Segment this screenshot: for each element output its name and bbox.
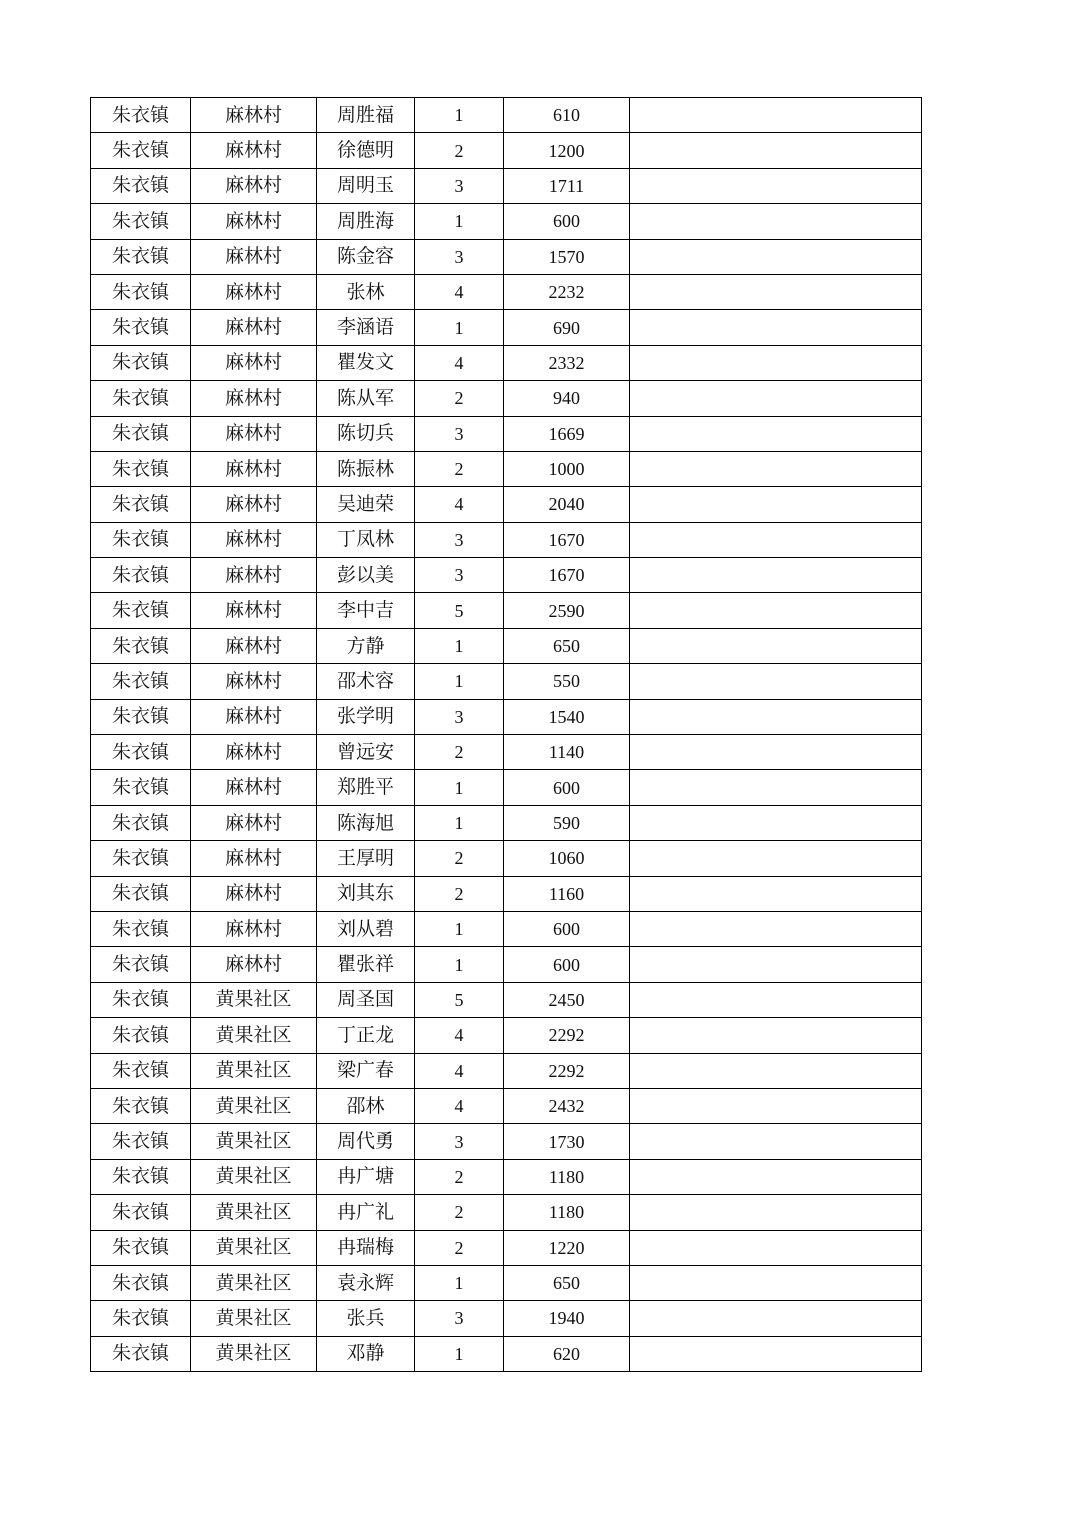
table-row: [91, 1265, 922, 1300]
town-cell: 朱衣镇: [91, 1088, 191, 1123]
household-count-cell: 2: [415, 451, 504, 486]
village-cell: 麻林村: [191, 770, 317, 805]
table-row: [91, 876, 922, 911]
amount-cell: 1000: [504, 451, 630, 486]
household-count-cell: 3: [415, 416, 504, 451]
village-cell: 麻林村: [191, 310, 317, 345]
household-count-cell: 3: [415, 239, 504, 274]
table-row: [91, 98, 922, 133]
town-cell: 朱衣镇: [91, 522, 191, 557]
name-cell: 冉瑞梅: [317, 1230, 415, 1265]
town-cell: 朱衣镇: [91, 628, 191, 663]
town-cell: 朱衣镇: [91, 1124, 191, 1159]
amount-cell: 2040: [504, 487, 630, 522]
town-cell: 朱衣镇: [91, 1018, 191, 1053]
table-row: [91, 451, 922, 486]
town-cell: 朱衣镇: [91, 133, 191, 168]
town-cell: 朱衣镇: [91, 98, 191, 133]
data-table: [90, 97, 922, 1372]
town-cell: 朱衣镇: [91, 310, 191, 345]
table-row: [91, 274, 922, 309]
name-cell: 周胜福: [317, 98, 415, 133]
name-cell: 陈切兵: [317, 416, 415, 451]
name-cell: 陈振林: [317, 451, 415, 486]
table-row: [91, 1088, 922, 1123]
town-cell: 朱衣镇: [91, 593, 191, 628]
village-cell: 麻林村: [191, 133, 317, 168]
name-cell: 丁凤林: [317, 522, 415, 557]
table-row: [91, 1301, 922, 1336]
name-cell: 方静: [317, 628, 415, 663]
household-count-cell: 2: [415, 876, 504, 911]
amount-cell: 2292: [504, 1053, 630, 1088]
amount-cell: 940: [504, 381, 630, 416]
village-cell: 麻林村: [191, 274, 317, 309]
note-cell: [630, 1018, 922, 1053]
household-count-cell: 4: [415, 1053, 504, 1088]
note-cell: [630, 982, 922, 1017]
town-cell: 朱衣镇: [91, 911, 191, 946]
note-cell: [630, 664, 922, 699]
table-row: [91, 735, 922, 770]
name-cell: 徐德明: [317, 133, 415, 168]
amount-cell: 1730: [504, 1124, 630, 1159]
household-count-cell: 3: [415, 1124, 504, 1159]
table-row: [91, 1230, 922, 1265]
name-cell: 张林: [317, 274, 415, 309]
amount-cell: 650: [504, 1265, 630, 1300]
amount-cell: 2590: [504, 593, 630, 628]
household-count-cell: 2: [415, 841, 504, 876]
village-cell: 麻林村: [191, 876, 317, 911]
village-cell: 麻林村: [191, 911, 317, 946]
table-row: [91, 310, 922, 345]
table-row: [91, 522, 922, 557]
town-cell: 朱衣镇: [91, 841, 191, 876]
village-cell: 麻林村: [191, 168, 317, 203]
name-cell: 曾远安: [317, 735, 415, 770]
table-row: [91, 133, 922, 168]
table-row: [91, 628, 922, 663]
amount-cell: 600: [504, 204, 630, 239]
town-cell: 朱衣镇: [91, 345, 191, 380]
table-row: [91, 1195, 922, 1230]
village-cell: 麻林村: [191, 451, 317, 486]
town-cell: 朱衣镇: [91, 735, 191, 770]
amount-cell: 610: [504, 98, 630, 133]
town-cell: 朱衣镇: [91, 1301, 191, 1336]
household-count-cell: 4: [415, 487, 504, 522]
name-cell: 张学明: [317, 699, 415, 734]
table-row: [91, 911, 922, 946]
note-cell: [630, 522, 922, 557]
town-cell: 朱衣镇: [91, 1053, 191, 1088]
note-cell: [630, 1301, 922, 1336]
table-row: [91, 982, 922, 1017]
town-cell: 朱衣镇: [91, 876, 191, 911]
note-cell: [630, 416, 922, 451]
amount-cell: 2332: [504, 345, 630, 380]
name-cell: 陈金容: [317, 239, 415, 274]
name-cell: 瞿发文: [317, 345, 415, 380]
note-cell: [630, 345, 922, 380]
town-cell: 朱衣镇: [91, 274, 191, 309]
village-cell: 黄果社区: [191, 1195, 317, 1230]
household-count-cell: 2: [415, 1230, 504, 1265]
town-cell: 朱衣镇: [91, 1195, 191, 1230]
household-count-cell: 2: [415, 1159, 504, 1194]
table-row: [91, 168, 922, 203]
household-count-cell: 1: [415, 911, 504, 946]
village-cell: 麻林村: [191, 416, 317, 451]
note-cell: [630, 98, 922, 133]
name-cell: 邓静: [317, 1336, 415, 1371]
note-cell: [630, 947, 922, 982]
village-cell: 麻林村: [191, 947, 317, 982]
amount-cell: 600: [504, 947, 630, 982]
name-cell: 李中吉: [317, 593, 415, 628]
table-row: [91, 1124, 922, 1159]
note-cell: [630, 1336, 922, 1371]
village-cell: 黄果社区: [191, 1053, 317, 1088]
note-cell: [630, 1124, 922, 1159]
name-cell: 邵术容: [317, 664, 415, 699]
amount-cell: 1160: [504, 876, 630, 911]
village-cell: 黄果社区: [191, 1159, 317, 1194]
household-count-cell: 1: [415, 770, 504, 805]
amount-cell: 2232: [504, 274, 630, 309]
amount-cell: 650: [504, 628, 630, 663]
table-row: [91, 593, 922, 628]
household-count-cell: 1: [415, 310, 504, 345]
name-cell: 李涵语: [317, 310, 415, 345]
village-cell: 麻林村: [191, 522, 317, 557]
household-count-cell: 2: [415, 133, 504, 168]
town-cell: 朱衣镇: [91, 1336, 191, 1371]
name-cell: 王厚明: [317, 841, 415, 876]
note-cell: [630, 133, 922, 168]
village-cell: 黄果社区: [191, 1301, 317, 1336]
town-cell: 朱衣镇: [91, 451, 191, 486]
household-count-cell: 1: [415, 1265, 504, 1300]
household-count-cell: 1: [415, 947, 504, 982]
table-row: [91, 770, 922, 805]
village-cell: 麻林村: [191, 628, 317, 663]
village-cell: 麻林村: [191, 805, 317, 840]
name-cell: 邵林: [317, 1088, 415, 1123]
note-cell: [630, 770, 922, 805]
town-cell: 朱衣镇: [91, 947, 191, 982]
amount-cell: 620: [504, 1336, 630, 1371]
household-count-cell: 4: [415, 274, 504, 309]
table-row: [91, 1336, 922, 1371]
note-cell: [630, 558, 922, 593]
table-row: [91, 1053, 922, 1088]
name-cell: 陈海旭: [317, 805, 415, 840]
note-cell: [630, 274, 922, 309]
name-cell: 周胜海: [317, 204, 415, 239]
household-count-cell: 5: [415, 593, 504, 628]
household-count-cell: 3: [415, 699, 504, 734]
household-count-cell: 5: [415, 982, 504, 1017]
table-row: [91, 204, 922, 239]
household-count-cell: 1: [415, 628, 504, 663]
table-row: [91, 487, 922, 522]
village-cell: 黄果社区: [191, 982, 317, 1017]
table-row: [91, 345, 922, 380]
table-row: [91, 381, 922, 416]
amount-cell: 1940: [504, 1301, 630, 1336]
name-cell: 周代勇: [317, 1124, 415, 1159]
village-cell: 麻林村: [191, 345, 317, 380]
town-cell: 朱衣镇: [91, 699, 191, 734]
household-count-cell: 4: [415, 1018, 504, 1053]
household-count-cell: 1: [415, 98, 504, 133]
amount-cell: 1669: [504, 416, 630, 451]
town-cell: 朱衣镇: [91, 805, 191, 840]
name-cell: 周明玉: [317, 168, 415, 203]
note-cell: [630, 310, 922, 345]
town-cell: 朱衣镇: [91, 1265, 191, 1300]
name-cell: 袁永辉: [317, 1265, 415, 1300]
town-cell: 朱衣镇: [91, 168, 191, 203]
household-count-cell: 3: [415, 168, 504, 203]
table-body: [91, 98, 922, 1372]
town-cell: 朱衣镇: [91, 1230, 191, 1265]
household-count-cell: 4: [415, 345, 504, 380]
amount-cell: 1570: [504, 239, 630, 274]
amount-cell: 1180: [504, 1195, 630, 1230]
note-cell: [630, 1159, 922, 1194]
town-cell: 朱衣镇: [91, 381, 191, 416]
name-cell: 冉广塘: [317, 1159, 415, 1194]
town-cell: 朱衣镇: [91, 664, 191, 699]
village-cell: 麻林村: [191, 735, 317, 770]
note-cell: [630, 876, 922, 911]
household-count-cell: 2: [415, 1195, 504, 1230]
table-row: [91, 416, 922, 451]
village-cell: 麻林村: [191, 699, 317, 734]
name-cell: 冉广礼: [317, 1195, 415, 1230]
town-cell: 朱衣镇: [91, 982, 191, 1017]
name-cell: 郑胜平: [317, 770, 415, 805]
household-count-cell: 3: [415, 558, 504, 593]
village-cell: 黄果社区: [191, 1336, 317, 1371]
note-cell: [630, 628, 922, 663]
note-cell: [630, 451, 922, 486]
note-cell: [630, 1230, 922, 1265]
village-cell: 黄果社区: [191, 1088, 317, 1123]
household-count-cell: 3: [415, 522, 504, 557]
town-cell: 朱衣镇: [91, 239, 191, 274]
household-count-cell: 2: [415, 381, 504, 416]
village-cell: 麻林村: [191, 239, 317, 274]
note-cell: [630, 239, 922, 274]
note-cell: [630, 911, 922, 946]
table-row: [91, 699, 922, 734]
village-cell: 麻林村: [191, 593, 317, 628]
village-cell: 麻林村: [191, 841, 317, 876]
amount-cell: 2432: [504, 1088, 630, 1123]
amount-cell: 1180: [504, 1159, 630, 1194]
table-row: [91, 239, 922, 274]
table-row: [91, 664, 922, 699]
village-cell: 黄果社区: [191, 1018, 317, 1053]
name-cell: 吴迪荣: [317, 487, 415, 522]
table-row: [91, 1018, 922, 1053]
household-count-cell: 1: [415, 204, 504, 239]
amount-cell: 600: [504, 770, 630, 805]
amount-cell: 1200: [504, 133, 630, 168]
amount-cell: 2292: [504, 1018, 630, 1053]
note-cell: [630, 593, 922, 628]
village-cell: 麻林村: [191, 664, 317, 699]
table-row: [91, 1159, 922, 1194]
household-count-cell: 4: [415, 1088, 504, 1123]
amount-cell: 1060: [504, 841, 630, 876]
village-cell: 麻林村: [191, 98, 317, 133]
amount-cell: 1670: [504, 558, 630, 593]
name-cell: 瞿张祥: [317, 947, 415, 982]
note-cell: [630, 735, 922, 770]
household-count-cell: 3: [415, 1301, 504, 1336]
name-cell: 梁广春: [317, 1053, 415, 1088]
household-count-cell: 1: [415, 1336, 504, 1371]
table-row: [91, 558, 922, 593]
amount-cell: 1540: [504, 699, 630, 734]
amount-cell: 2450: [504, 982, 630, 1017]
household-count-cell: 1: [415, 664, 504, 699]
town-cell: 朱衣镇: [91, 1159, 191, 1194]
name-cell: 刘从碧: [317, 911, 415, 946]
note-cell: [630, 805, 922, 840]
village-cell: 黄果社区: [191, 1230, 317, 1265]
note-cell: [630, 841, 922, 876]
amount-cell: 1220: [504, 1230, 630, 1265]
table-row: [91, 947, 922, 982]
note-cell: [630, 1053, 922, 1088]
household-count-cell: 2: [415, 735, 504, 770]
note-cell: [630, 1195, 922, 1230]
name-cell: 张兵: [317, 1301, 415, 1336]
name-cell: 陈从军: [317, 381, 415, 416]
amount-cell: 1670: [504, 522, 630, 557]
amount-cell: 600: [504, 911, 630, 946]
town-cell: 朱衣镇: [91, 558, 191, 593]
note-cell: [630, 168, 922, 203]
note-cell: [630, 487, 922, 522]
village-cell: 麻林村: [191, 558, 317, 593]
note-cell: [630, 204, 922, 239]
town-cell: 朱衣镇: [91, 487, 191, 522]
note-cell: [630, 1265, 922, 1300]
name-cell: 刘其东: [317, 876, 415, 911]
amount-cell: 1140: [504, 735, 630, 770]
note-cell: [630, 381, 922, 416]
village-cell: 黄果社区: [191, 1124, 317, 1159]
amount-cell: 550: [504, 664, 630, 699]
note-cell: [630, 1088, 922, 1123]
town-cell: 朱衣镇: [91, 416, 191, 451]
village-cell: 麻林村: [191, 204, 317, 239]
town-cell: 朱衣镇: [91, 770, 191, 805]
table-row: [91, 805, 922, 840]
note-cell: [630, 699, 922, 734]
town-cell: 朱衣镇: [91, 204, 191, 239]
amount-cell: 1711: [504, 168, 630, 203]
amount-cell: 690: [504, 310, 630, 345]
name-cell: 丁正龙: [317, 1018, 415, 1053]
village-cell: 麻林村: [191, 487, 317, 522]
name-cell: 彭以美: [317, 558, 415, 593]
village-cell: 麻林村: [191, 381, 317, 416]
household-count-cell: 1: [415, 805, 504, 840]
village-cell: 黄果社区: [191, 1265, 317, 1300]
amount-cell: 590: [504, 805, 630, 840]
name-cell: 周圣国: [317, 982, 415, 1017]
table-row: [91, 841, 922, 876]
